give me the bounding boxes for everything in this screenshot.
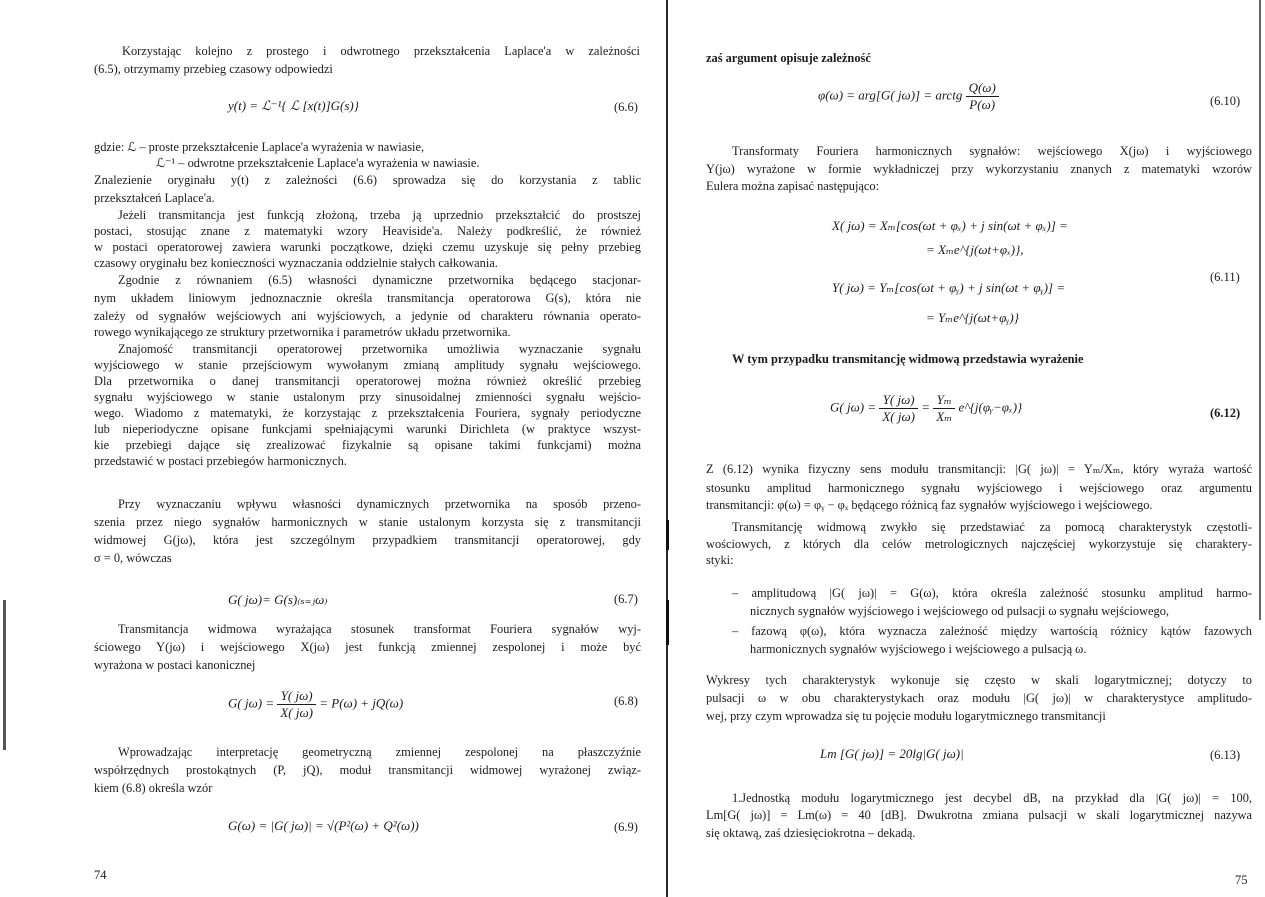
equation-6-9: G(ω) = |G( jω)| = √(P²(ω) + Q²(ω)) — [228, 818, 419, 833]
body-line: σ = 0, wówczas — [94, 551, 172, 565]
body-line: Transformaty Fouriera harmonicznych sygnałów: wejściowego X(jω) i wyjściowego — [732, 144, 1252, 158]
equation-6-10 — [818, 80, 999, 113]
equation-6-11-line: Y( jω) = Yₘ[cos(ωt + φᵧ) + j sin(ωt + φᵧ)] = — [832, 280, 1065, 295]
body-line: Y(jω) wyrażone w formie wykładniczej przy wykorzystaniu znanych z matematyki wzorów — [706, 162, 1252, 176]
fraction — [277, 688, 316, 721]
page-number: 75 — [1235, 873, 1248, 887]
equation-number: (6.7) — [614, 592, 638, 606]
book-spine — [666, 0, 668, 897]
body-line: Jeżeli transmitancja jest funkcją złożoną, trzeba ją uprzednio przekształcić do prostszej — [118, 208, 641, 222]
equation-number: (6.12) — [1210, 406, 1241, 420]
body-line: Z (6.12) wynika fizyczny sens modułu transmitancji: |G( jω)| = Yₘ/Xₘ, który wyraża wartość — [706, 462, 1252, 476]
equation-number: (6.11) — [1210, 270, 1240, 284]
equation-lhs: φ(ω) = arg[G( jω)] = arctg — [818, 87, 963, 103]
numerator: Y( jω) — [277, 688, 316, 705]
equation-6-11-line: = Yₘe^{j(ωt+φᵧ)} — [926, 310, 1019, 325]
body-line: transmitancji: φ(ω) = φᵧ − φₓ będącego różnicą faz sygnałów wyjściowego i wejściowego. — [706, 498, 1153, 512]
body-line: Dla przetwornika o danej transmitancji operatorowej można również określić przebieg — [94, 374, 641, 388]
numerator: Yₘ — [933, 392, 955, 409]
equation-number: (6.6) — [614, 100, 638, 114]
body-line: kie przebiegi dające się zrealizować fizykalnie są opisane takimi funkcjami) można — [94, 438, 641, 452]
right-page — [670, 0, 1265, 897]
body-line: Eulera można zapisać następująco: — [706, 179, 880, 193]
body-line: kiem (6.8) określa wzór — [94, 781, 213, 795]
equation-number: (6.9) — [614, 820, 638, 834]
denominator: X( jω) — [882, 409, 915, 424]
paragraph-line: Korzystając kolejno z prostego i odwrotnego przekształcenia Laplace'a w zależności — [122, 44, 640, 58]
equation-number: (6.8) — [614, 694, 638, 708]
footnote-line: 1.Jednostką modułu logarytmicznego jest decybel dB, na przykład dla |G( jω)| = 100, — [732, 791, 1252, 805]
paragraph-line: (6.5), otrzymamy przebieg czasowy odpowiedzi — [94, 62, 333, 76]
body-line: czasowy oryginału bez konieczności wyznaczania oddzielnie stałych całkowania. — [94, 256, 498, 270]
where-line: ℒ⁻¹ – odwrotne przekształcenie Laplace'a wyrażenia w nawiasie. — [156, 156, 480, 170]
body-line: Transmitancja widmowa wyrażająca stosunek transformat Fouriera sygnałów wyj- — [118, 622, 641, 636]
body-line: lub nieperiodyczne opisane funkcjami spełniającymi warunki Dirichleta (w praktyce wszyst- — [94, 422, 641, 436]
spine-mark — [666, 600, 669, 645]
body-line: postaci, stosując znane z matematyki wzory Heaviside'a. Należy podkreślić, że również — [94, 224, 641, 238]
list-item: harmonicznych sygnałów wyjściowego i wejściowego a pulsacją ω. — [750, 642, 1087, 656]
body-line: ściowego Y(jω) i wejściowego X(jω) jest funkcją zmiennej zespolonej i może być — [94, 640, 641, 654]
body-line: styki: — [706, 553, 734, 567]
equation-lhs: G( jω) = — [228, 695, 275, 711]
equation-number: (6.13) — [1210, 748, 1241, 762]
body-line: w postaci operatorowej zawiera warunki początkowe, dzięki czemu uzyskuje się pełny przebieg — [94, 240, 641, 254]
fraction — [933, 392, 955, 425]
denominator: P(ω) — [969, 97, 996, 112]
body-line: widmowej G(jω), która jest szczególnym przypadkiem transmitancji operatorowej, gdy — [94, 533, 641, 547]
body-line: nym układem liniowym jednoznacznie określa transmitancja operatorowa G(s), która nie — [94, 291, 641, 305]
body-line: szenia przez niego sygnałów harmonicznych w stanie ustalonym korzysta się z transmitancji — [94, 515, 641, 529]
page-number: 74 — [94, 868, 107, 882]
equation-number: (6.10) — [1210, 94, 1241, 108]
body-line: zależy od sygnałów wejściowych ani wyjściowych, a jedynie od charakteru równania operato- — [94, 309, 641, 323]
equation-6-8 — [228, 688, 403, 721]
body-line: wyjściowego w stanie przejściowym wywołanym zmianą amplitudy sygnału wejściowego. — [94, 358, 641, 372]
equation-6-13: Lm [G( jω)] = 20lg|G( jω)| — [820, 746, 964, 761]
body-line: stosunku amplitud harmonicznego sygnału wyjściowego i wejściowego oraz argumentu — [706, 481, 1252, 495]
body-line: Transmitancję widmową zwykło się przedstawiać za pomocą charakterystyk częstotli- — [732, 520, 1252, 534]
list-item: nicznych sygnałów wyjściowego i wejściowego od pulsacji ω sygnału wejściowego, — [750, 604, 1170, 618]
body-line: wej, przy czym wprowadza się tu pojęcie modułu logarytmicznego transmitancji — [706, 709, 1106, 723]
body-line: wego. Wiadomo z matematyki, że korzystając z przekształcenia Fouriera, sygnały periodyczne — [94, 406, 641, 420]
body-line: pulsacji ω w obu charakterystykach oraz modułu |G( jω)| w charakterystyce amplitudo- — [706, 691, 1252, 705]
body-line: wościowych, z których dla celów metrologicznych najczęściej wykorzystuje się charaktery- — [706, 537, 1252, 551]
spine-mark — [666, 520, 669, 550]
body-line: wyrażona w postaci kanonicznej — [94, 658, 256, 672]
equation-6-7: G( jω)= G(s)₍ₛ₌ⱼω₎ — [228, 592, 328, 607]
denominator: Xₘ — [936, 409, 953, 424]
body-line: Wprowadzając interpretację geometryczną zmiennej zespolonej na płaszczyźnie — [118, 745, 641, 759]
body-line: Znajomość transmitancji operatorowej przetwornika umożliwia wyznaczanie sygnału — [118, 342, 641, 356]
numerator: Y( jω) — [879, 392, 918, 409]
equation-6-11-line: = Xₘe^{j(ωt+φₓ)}, — [926, 242, 1024, 257]
list-item: – amplitudową |G( jω)| = G(ω), która określa zależność stosunku amplitud harmo- — [732, 586, 1252, 600]
fraction — [879, 392, 918, 425]
body-line: rowego wynikającego ze struktury przetwornika i parametrów układu przetwornika. — [94, 325, 511, 339]
intro-line: zaś argument opisuje zależność — [706, 51, 871, 65]
list-item: – fazową φ(ω), która wyznacza zależność między wartością różnicy kątów fazowych — [732, 624, 1252, 638]
body-line: przekształceń Laplace'a. — [94, 191, 215, 205]
numerator: Q(ω) — [966, 80, 999, 97]
equation-6-6: y(t) = ℒ⁻¹{ ℒ [x(t)]G(s)} — [228, 98, 359, 113]
body-line: Znalezienie oryginału y(t) z zależności (6.6) sprowadza się do korzystania z tablic — [94, 173, 641, 187]
equation-rhs: = P(ω) + jQ(ω) — [319, 695, 404, 711]
equals-sign: = — [921, 399, 931, 415]
body-line: Wykresy tych charakterystyk wykonuje się często w skali logarytmicznej; dotyczy to — [706, 673, 1252, 687]
equation-6-11-line: X( jω) = Xₘ[cos(ωt + φₓ) + j sin(ωt + φₓ)] = — [832, 218, 1068, 233]
equation-6-12 — [830, 392, 1022, 425]
footnote-line: się oktawą, zaś dziesięciokrotna – dekadą. — [706, 826, 916, 840]
body-line: Zgodnie z równaniem (6.5) własności dynamiczne przetwornika będącego stacjonar- — [118, 273, 641, 287]
body-line: Przy wyznaczaniu wpływu własności dynamicznych przetwornika na sposób przeno- — [118, 497, 641, 511]
equation-lhs: G( jω) = — [830, 399, 877, 415]
where-line: gdzie: ℒ – proste przekształcenie Laplace'a wyrażenia w nawiasie, — [94, 140, 425, 154]
body-line: W tym przypadku transmitancję widmową przedstawia wyrażenie — [732, 352, 1084, 366]
body-line: sygnału wyjściowego w stanie ustalonym przy sinusoidalnej zmienności sygnału wejścio- — [94, 390, 641, 404]
body-line: współrzędnych prostokątnych (P, jQ), moduł transmitancji widmowej wyrażonej związ- — [94, 763, 641, 777]
footnote-line: Lm[G( jω)] = Lm(ω) = 40 [dB]. Dwukrotna zmiana pulsacji w skali logarytmicznej nazywa — [706, 808, 1252, 822]
exponential-term: e^{j(φᵧ−φₓ)} — [958, 399, 1023, 415]
fraction — [966, 80, 999, 113]
body-line: przedstawić w postaci przebiegów harmonicznych. — [94, 454, 347, 468]
denominator: X( jω) — [280, 705, 313, 720]
